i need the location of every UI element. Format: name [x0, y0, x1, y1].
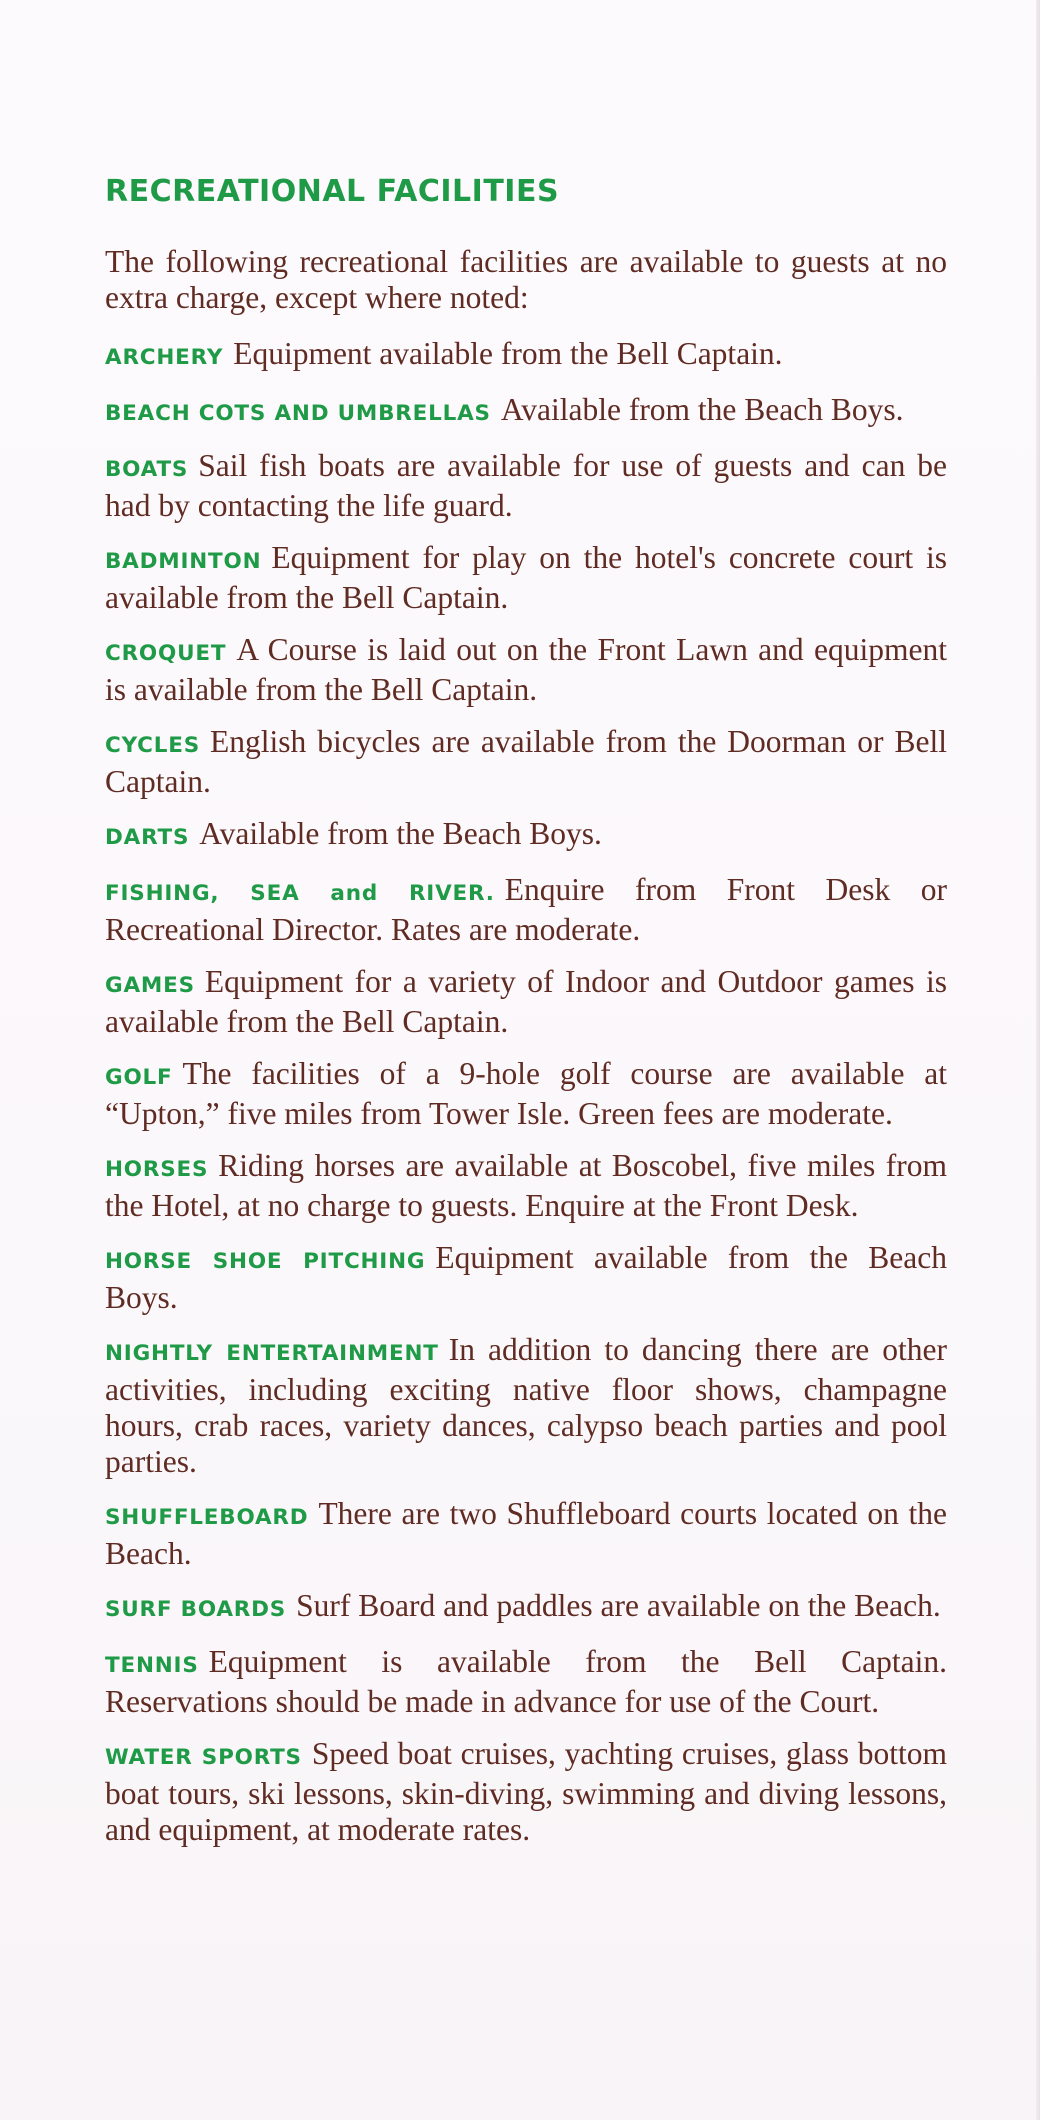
facility-entry: [105, 1240, 947, 1316]
facility-heading: CROQUET: [105, 641, 227, 666]
facility-entry: [105, 1056, 947, 1132]
facility-description: Riding horses are available at Boscobel, five miles from the Hotel, at no charge to guests. Enquire at the Front Desk.: [105, 1148, 947, 1223]
facility-description: Equipment for a variety of Indoor and Outdoor games is available from the Bell Captain.: [105, 964, 947, 1039]
facility-entry: [105, 336, 947, 376]
facility-description: Surf Board and paddles are available on the Beach.: [296, 1588, 941, 1623]
facility-heading: WATER SPORTS: [105, 1745, 302, 1770]
facility-heading: CYCLES: [105, 733, 201, 758]
facility-description: Equipment is available from the Bell Captain. Reservations should be made in advance for use of the Court.: [105, 1644, 947, 1719]
page-edge: [1036, 0, 1040, 2120]
facility-entry: [105, 540, 947, 616]
facility-entry: [105, 1148, 947, 1224]
facility-heading: GOLF: [105, 1065, 173, 1090]
facility-heading: GAMES: [105, 973, 195, 998]
facility-entry: [105, 448, 947, 524]
facility-entry: [105, 1644, 947, 1720]
facility-entry: [105, 632, 947, 708]
facility-description: Speed boat cruises, yachting cruises, glass bottom boat tours, ski lessons, skin-diving, swimming and diving lessons, and equipment, at moderate rates.: [105, 1736, 947, 1847]
facility-description: Equipment available from the Beach Boys.: [105, 1240, 947, 1315]
intro-paragraph: The following recreational facilities are available to guests at no extra charge, except where noted:: [105, 244, 947, 315]
facility-heading: DARTS: [105, 825, 190, 850]
facility-heading: SURF BOARDS: [105, 1597, 287, 1622]
facility-heading: NIGHTLY ENTERTAINMENT: [105, 1341, 439, 1366]
facility-description: Sail fish boats are available for use of guests and can be had by contacting the life guard.: [105, 448, 947, 523]
facility-heading: BOATS: [105, 457, 189, 482]
page-title: RECREATIONAL FACILITIES: [105, 174, 560, 209]
facility-heading: TENNIS: [105, 1653, 199, 1678]
facility-description: Available from the Beach Boys.: [500, 392, 904, 427]
facility-entry: [105, 1332, 947, 1480]
facility-description: There are two Shuffleboard courts located on the Beach.: [105, 1496, 947, 1571]
facility-heading: HORSES: [105, 1157, 209, 1182]
facility-description: English bicycles are available from the Doorman or Bell Captain.: [105, 724, 947, 799]
facility-entry: [105, 1496, 947, 1572]
facility-entry: [105, 964, 947, 1040]
facility-entry: [105, 392, 947, 432]
facility-entry: [105, 872, 947, 948]
facility-heading: HORSE SHOE PITCHING: [105, 1249, 426, 1274]
facility-description: The facilities of a 9-hole golf course are available at “Upton,” five miles from Tower Isle. Green fees are moderate.: [105, 1056, 947, 1131]
facility-description: Equipment for play on the hotel's concrete court is available from the Bell Captain.: [105, 540, 947, 615]
facility-heading: BEACH COTS AND UMBRELLAS: [105, 401, 491, 426]
facility-heading: BADMINTON: [105, 549, 262, 574]
facility-description: Equipment available from the Bell Captain.: [233, 336, 783, 371]
facility-description: In addition to dancing there are other activities, including exciting native floor shows, champagne hours, crab races, variety dances, calypso beach parties and pool parties.: [105, 1332, 947, 1479]
facility-description: Available from the Beach Boys.: [199, 816, 602, 851]
content-column: [105, 170, 947, 1864]
facility-description: Enquire from Front Desk or Recreational Director. Rates are moderate.: [105, 872, 947, 947]
facility-entry: [105, 724, 947, 800]
facility-list: [105, 336, 947, 1848]
facility-entry: [105, 1736, 947, 1848]
facility-heading: FISHING, SEA and RIVER.: [105, 881, 495, 906]
facility-description: A Course is laid out on the Front Lawn and equipment is available from the Bell Captain.: [105, 632, 947, 707]
facility-heading: ARCHERY: [105, 345, 224, 370]
facility-heading: SHUFFLEBOARD: [105, 1505, 309, 1530]
facility-entry: [105, 1588, 947, 1628]
facility-entry: [105, 816, 947, 856]
